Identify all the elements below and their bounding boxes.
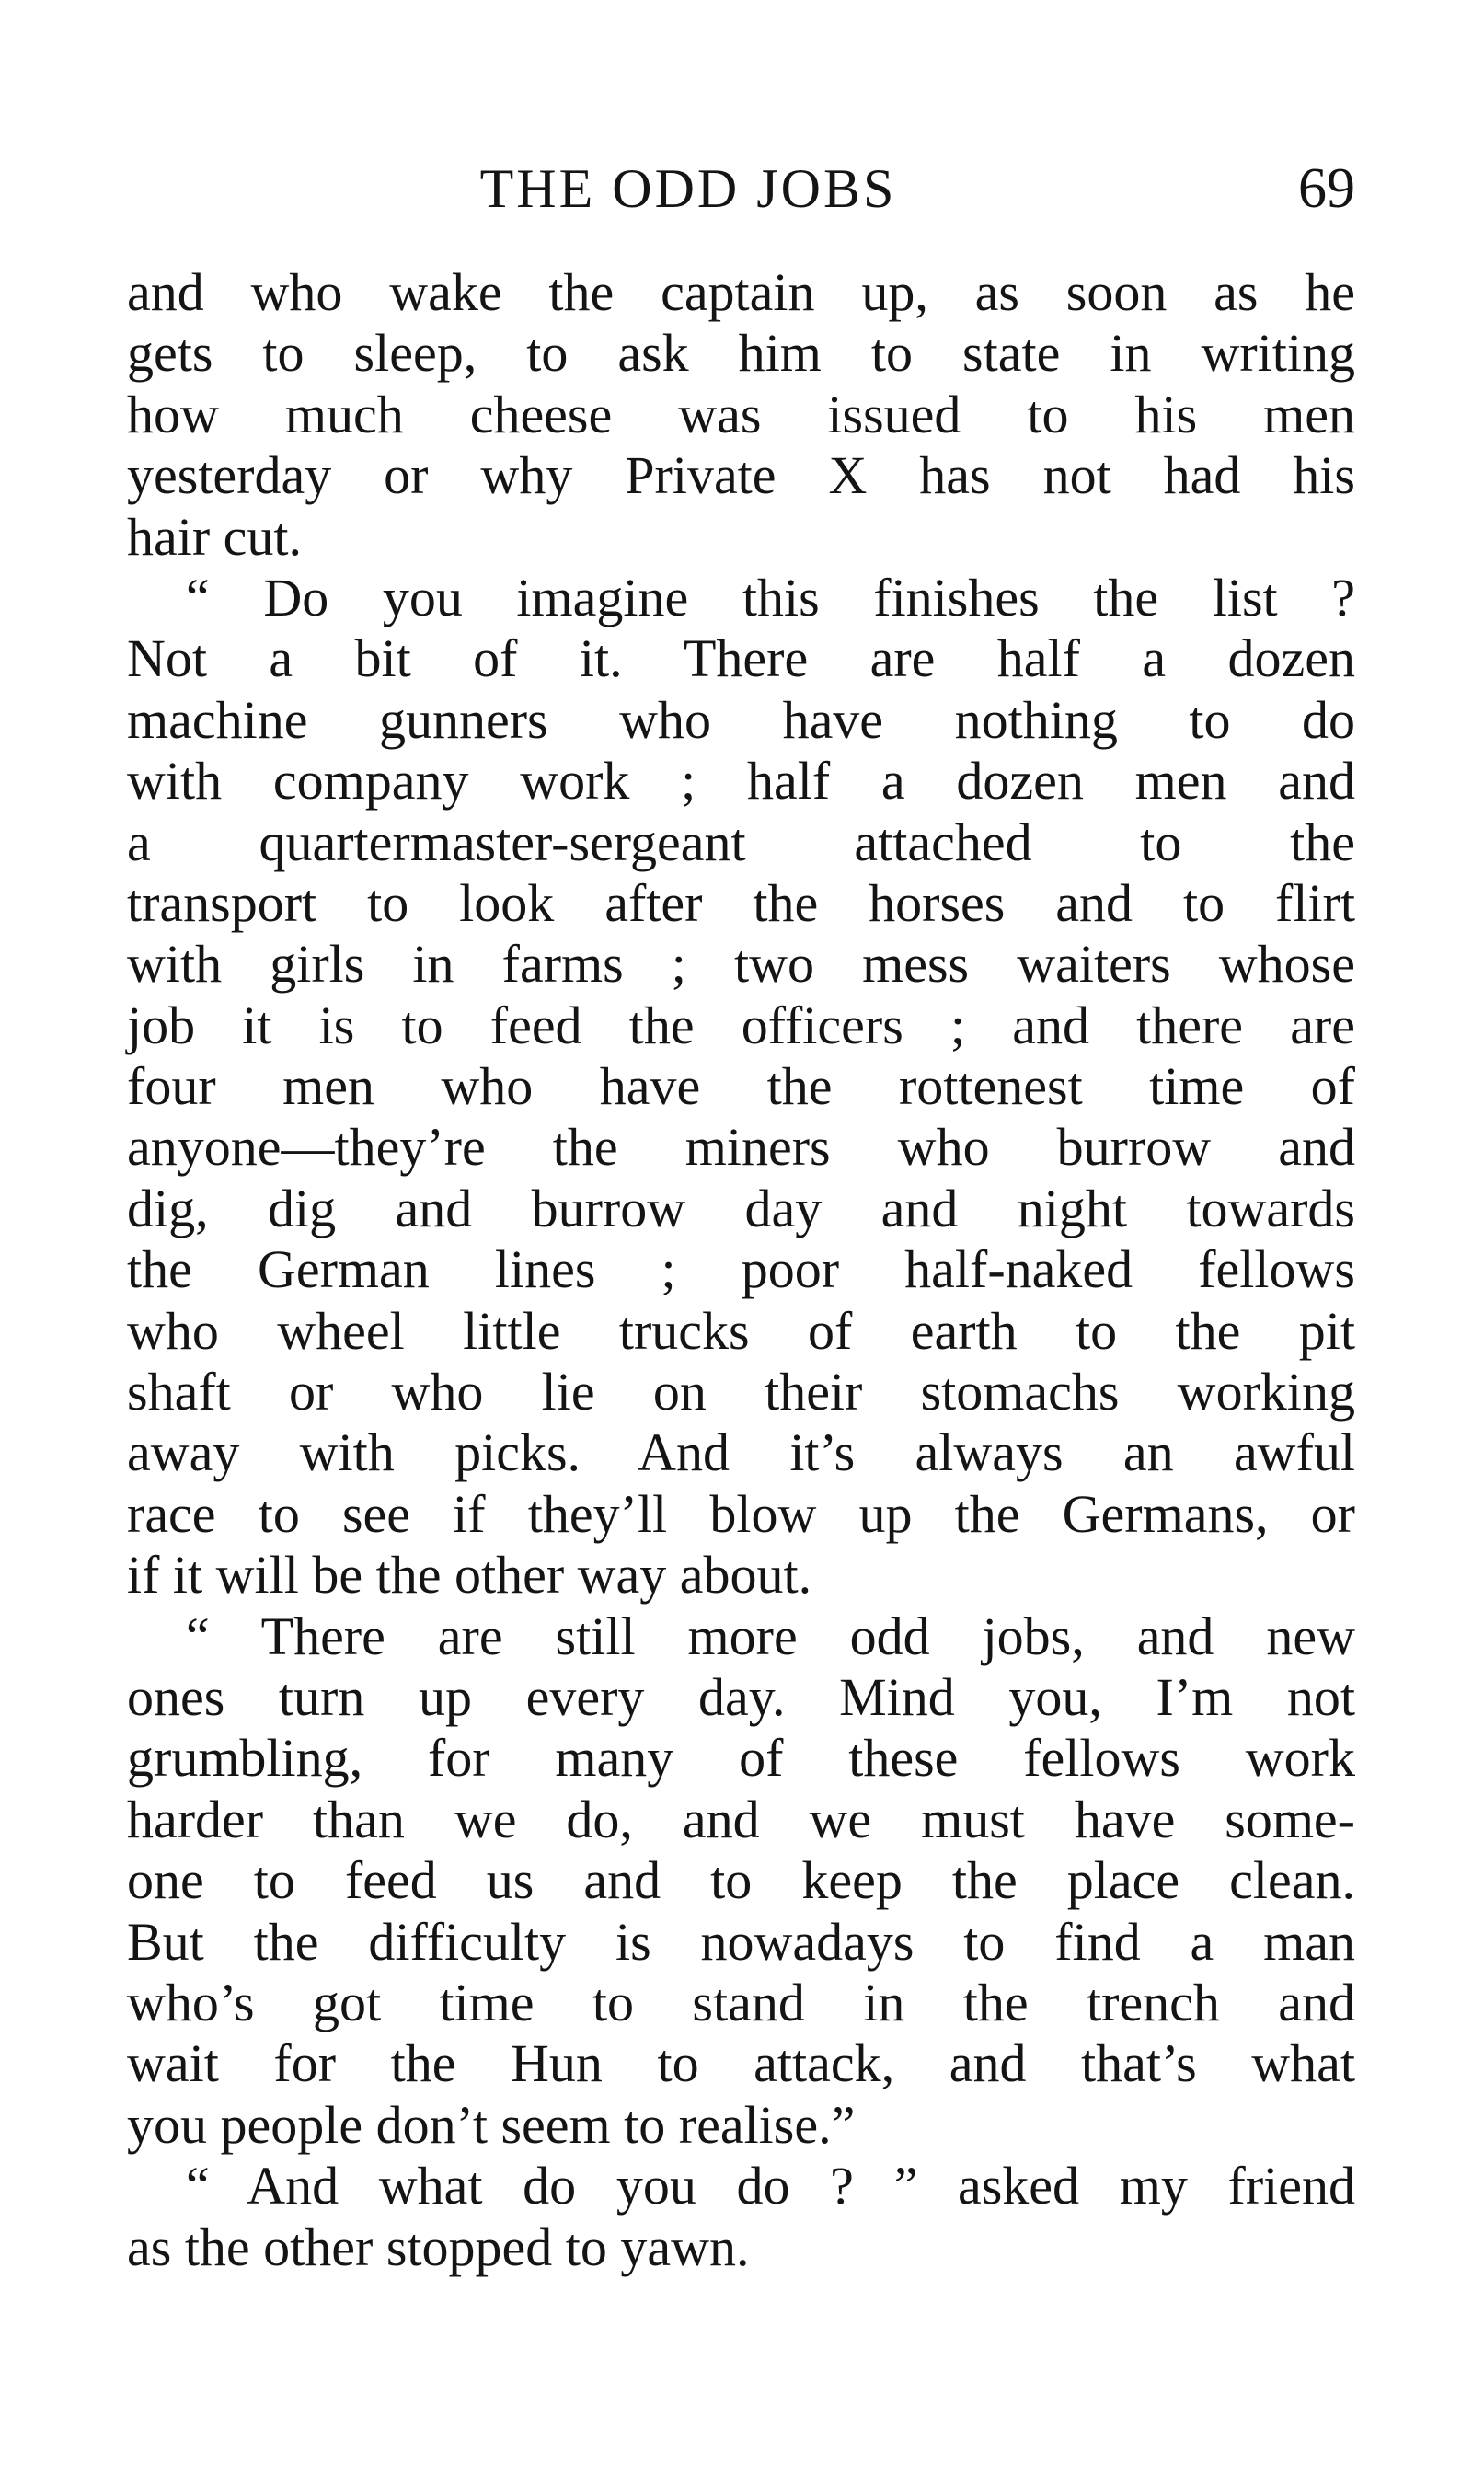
text-line: and who wake the captain up, as soon as he bbox=[127, 262, 1355, 322]
text-line: grumbling, for many of these fellows work bbox=[127, 1728, 1355, 1789]
page-number: 69 bbox=[1298, 157, 1355, 220]
text-line: “ There are still more odd jobs, and new bbox=[186, 1606, 1355, 1666]
text-line: “ Do you imagine this finishes the list ? bbox=[186, 567, 1355, 627]
text-line: yesterday or why Private X has not had his bbox=[127, 445, 1355, 506]
text-line: away with picks. And it’s always an awful bbox=[127, 1422, 1355, 1483]
text-line: four men who have the rottenest time of bbox=[127, 1056, 1355, 1117]
text-line: Not a bit of it. There are half a dozen bbox=[127, 628, 1355, 689]
text-line: “ And what do you do ? ” asked my friend bbox=[186, 2156, 1355, 2216]
text-line: job it is to feed the officers ; and there are bbox=[127, 995, 1355, 1055]
text-line: who’s got time to stand in the trench and bbox=[127, 1972, 1355, 2032]
text-line: as the other stopped to yawn. bbox=[127, 2216, 750, 2277]
text-line: how much cheese was issued to his men bbox=[127, 384, 1355, 444]
text-line: the German lines ; poor half-naked fellows bbox=[127, 1239, 1355, 1300]
text-line: shaft or who lie on their stomachs working bbox=[127, 1362, 1355, 1422]
text-line: But the difficulty is nowadays to find a man bbox=[127, 1911, 1355, 1972]
text-line: with girls in farms ; two mess waiters whose bbox=[127, 934, 1355, 995]
text-line: ones turn up every day. Mind you, I’m not bbox=[127, 1666, 1355, 1727]
text-line: machine gunners who have nothing to do bbox=[127, 689, 1355, 750]
text-line: one to feed us and to keep the place clean. bbox=[127, 1850, 1355, 1911]
text-line: harder than we do, and we must have some- bbox=[127, 1789, 1355, 1849]
text-line: hair cut. bbox=[127, 506, 303, 567]
text-line: transport to look after the horses and to flirt bbox=[127, 872, 1355, 933]
text-line: with company work ; half a dozen men and bbox=[127, 751, 1355, 812]
running-head bbox=[127, 152, 1355, 225]
text-line: you people don’t seem to realise.” bbox=[127, 2094, 856, 2155]
body-text bbox=[127, 262, 1355, 2278]
text-line: wait for the Hun to attack, and that’s what bbox=[127, 2033, 1355, 2094]
text-line: gets to sleep, to ask him to state in writing bbox=[127, 323, 1355, 384]
text-line: a quartermaster-sergeant attached to the bbox=[127, 812, 1355, 872]
text-line: if it will be the other way about. bbox=[127, 1545, 812, 1606]
text-line: who wheel little trucks of earth to the pit bbox=[127, 1300, 1355, 1361]
text-line: anyone—they’re the miners who burrow and bbox=[127, 1117, 1355, 1178]
chapter-title: THE ODD JOBS bbox=[479, 158, 897, 219]
text-line: race to see if they’ll blow up the Germans, or bbox=[127, 1483, 1355, 1544]
text-line: dig, dig and burrow day and night towards bbox=[127, 1178, 1355, 1238]
